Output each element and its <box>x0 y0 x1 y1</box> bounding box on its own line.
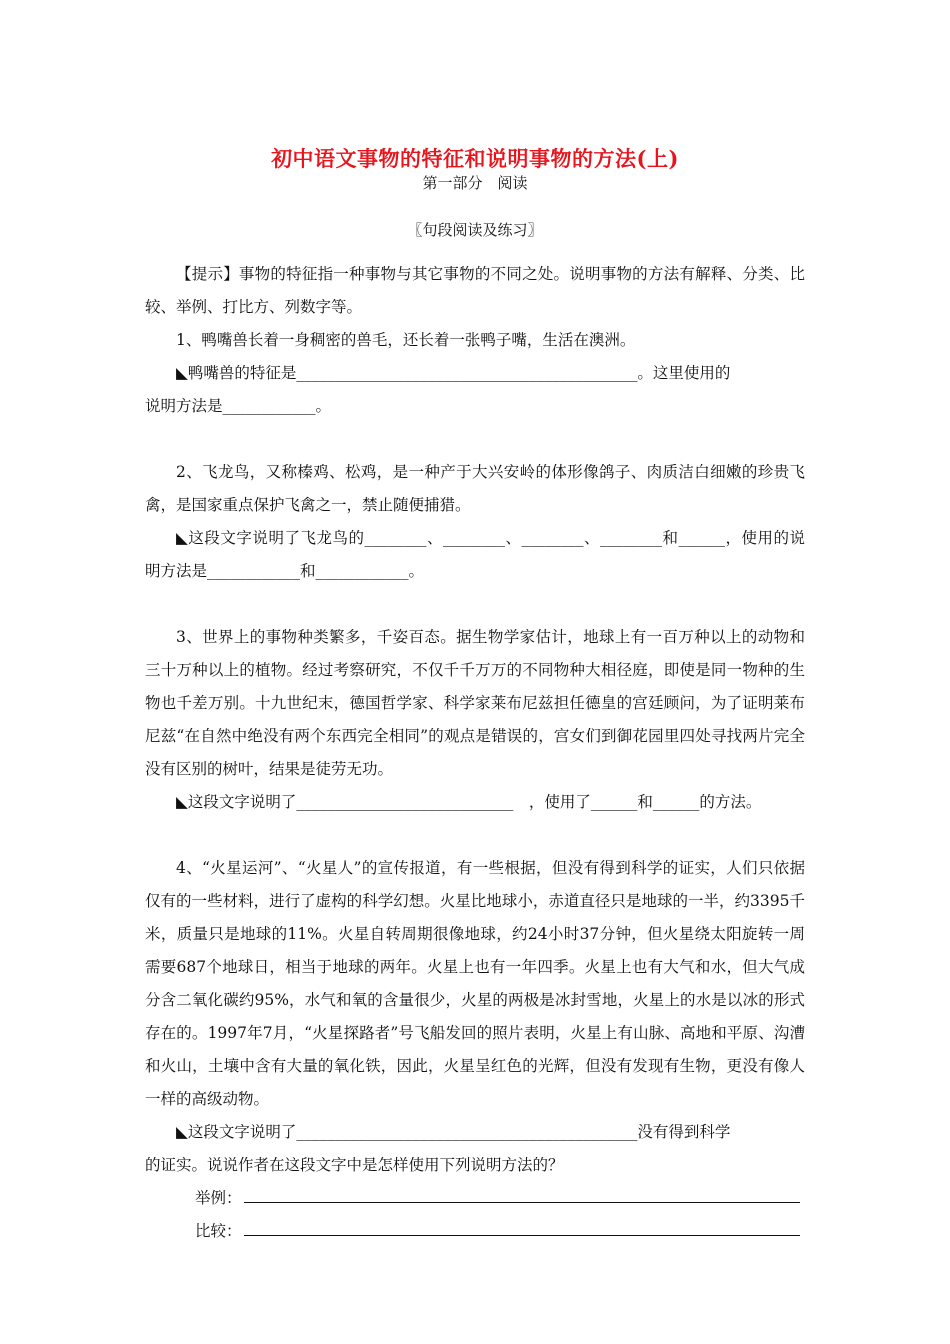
question-2-text: 2、飞龙鸟，又称榛鸡、松鸡，是一种产于大兴安岭的体形像鸽子、肉质洁白细嫩的珍贵飞禽，是国家重点保护飞禽之一，禁止随便捕猎。 <box>145 463 805 514</box>
question-1-task-continued: 说明方法是____________。 <box>145 397 332 415</box>
answer-blank-example[interactable] <box>244 1184 800 1203</box>
question-4-text: 4、“火星运河”、“火星人”的宣传报道，有一些根据，但没有得到科学的证实，人们只依据仅有的一些材料，进行了虚构的科学幻想。火星比地球小，赤道直径只是地球的一半，约3395千米，质量只是地球的11%。火星自转周期很像地球，约24小时37分钟，但火星绕太阳旋转一周需要687个地球日，相当于地球的两年。火星上也有一年四季。火星上也有大气和水，但大气成分含二氧化碳约95%，水气和氧的含量很少，火星的两极是冰封雪地，火星上的水是以冰的形式存在的。1997年7月，“火星探路者”号飞船发回的照片表明，火星上有山脉、高地和平原、沟漕和火山，土壤中含有大量的氧化铁，因此，火星呈红色的光辉，但没有发现有生物，更没有像人一样的高级动物。 <box>145 859 805 1108</box>
answer-line-compare[interactable] <box>145 1215 805 1248</box>
hint-paragraph: 【提示】事物的特征指一种事物与其它事物的不同之处。说明事物的方法有解释、分类、比较、举例、打比方、列数字等。 <box>145 265 805 316</box>
section-heading: 〖句段阅读及练习〗 <box>407 221 543 239</box>
question-2-task: ◣这段文字说明了飞龙鸟的________、________、________、________和______，使用的说明方法是____________和____________。 <box>145 529 805 580</box>
answer-line-example-label: 举例： <box>195 1189 242 1207</box>
document-body <box>145 258 805 1248</box>
question-1-task: ◣鸭嘴兽的特征是____________________________________________。这里使用的 <box>176 364 731 382</box>
page-subtitle: 第一部分 阅读 <box>422 174 528 192</box>
question-3-text: 3、世界上的事物种类繁多，千姿百态。据生物学家估计，地球上有一百万种以上的动物和三十万种以上的植物。经过考察研究，不仅千千万万的不同物种大相径庭，即使是同一物种的生物也千差万别。十九世纪末，德国哲学家、科学家莱布尼兹担任德皇的宫廷顾问，为了证明莱布尼兹“在自然中绝没有两个东西完全相同”的观点是错误的，宫女们到御花园里四处寻找两片完全没有区别的树叶，结果是徒劳无功。 <box>145 628 805 778</box>
answer-line-compare-label: 比较： <box>195 1222 242 1240</box>
page-title: 初中语文事物的特征和说明事物的方法(上) <box>271 146 679 171</box>
question-4-task: ◣这段文字说明了____________________________________________没有得到科学 <box>176 1123 731 1141</box>
answer-line-example[interactable] <box>145 1182 805 1215</box>
question-4-task-continued: 的证实。说说作者在这段文字中是怎样使用下列说明方法的？ <box>145 1156 564 1174</box>
question-3-task: ◣这段文字说明了____________________________ ，使用了______和______的方法。 <box>176 793 762 811</box>
answer-blank-compare[interactable] <box>244 1217 800 1236</box>
question-1-text: 1、鸭嘴兽长着一身稠密的兽毛，还长着一张鸭子嘴，生活在澳洲。 <box>176 331 636 349</box>
